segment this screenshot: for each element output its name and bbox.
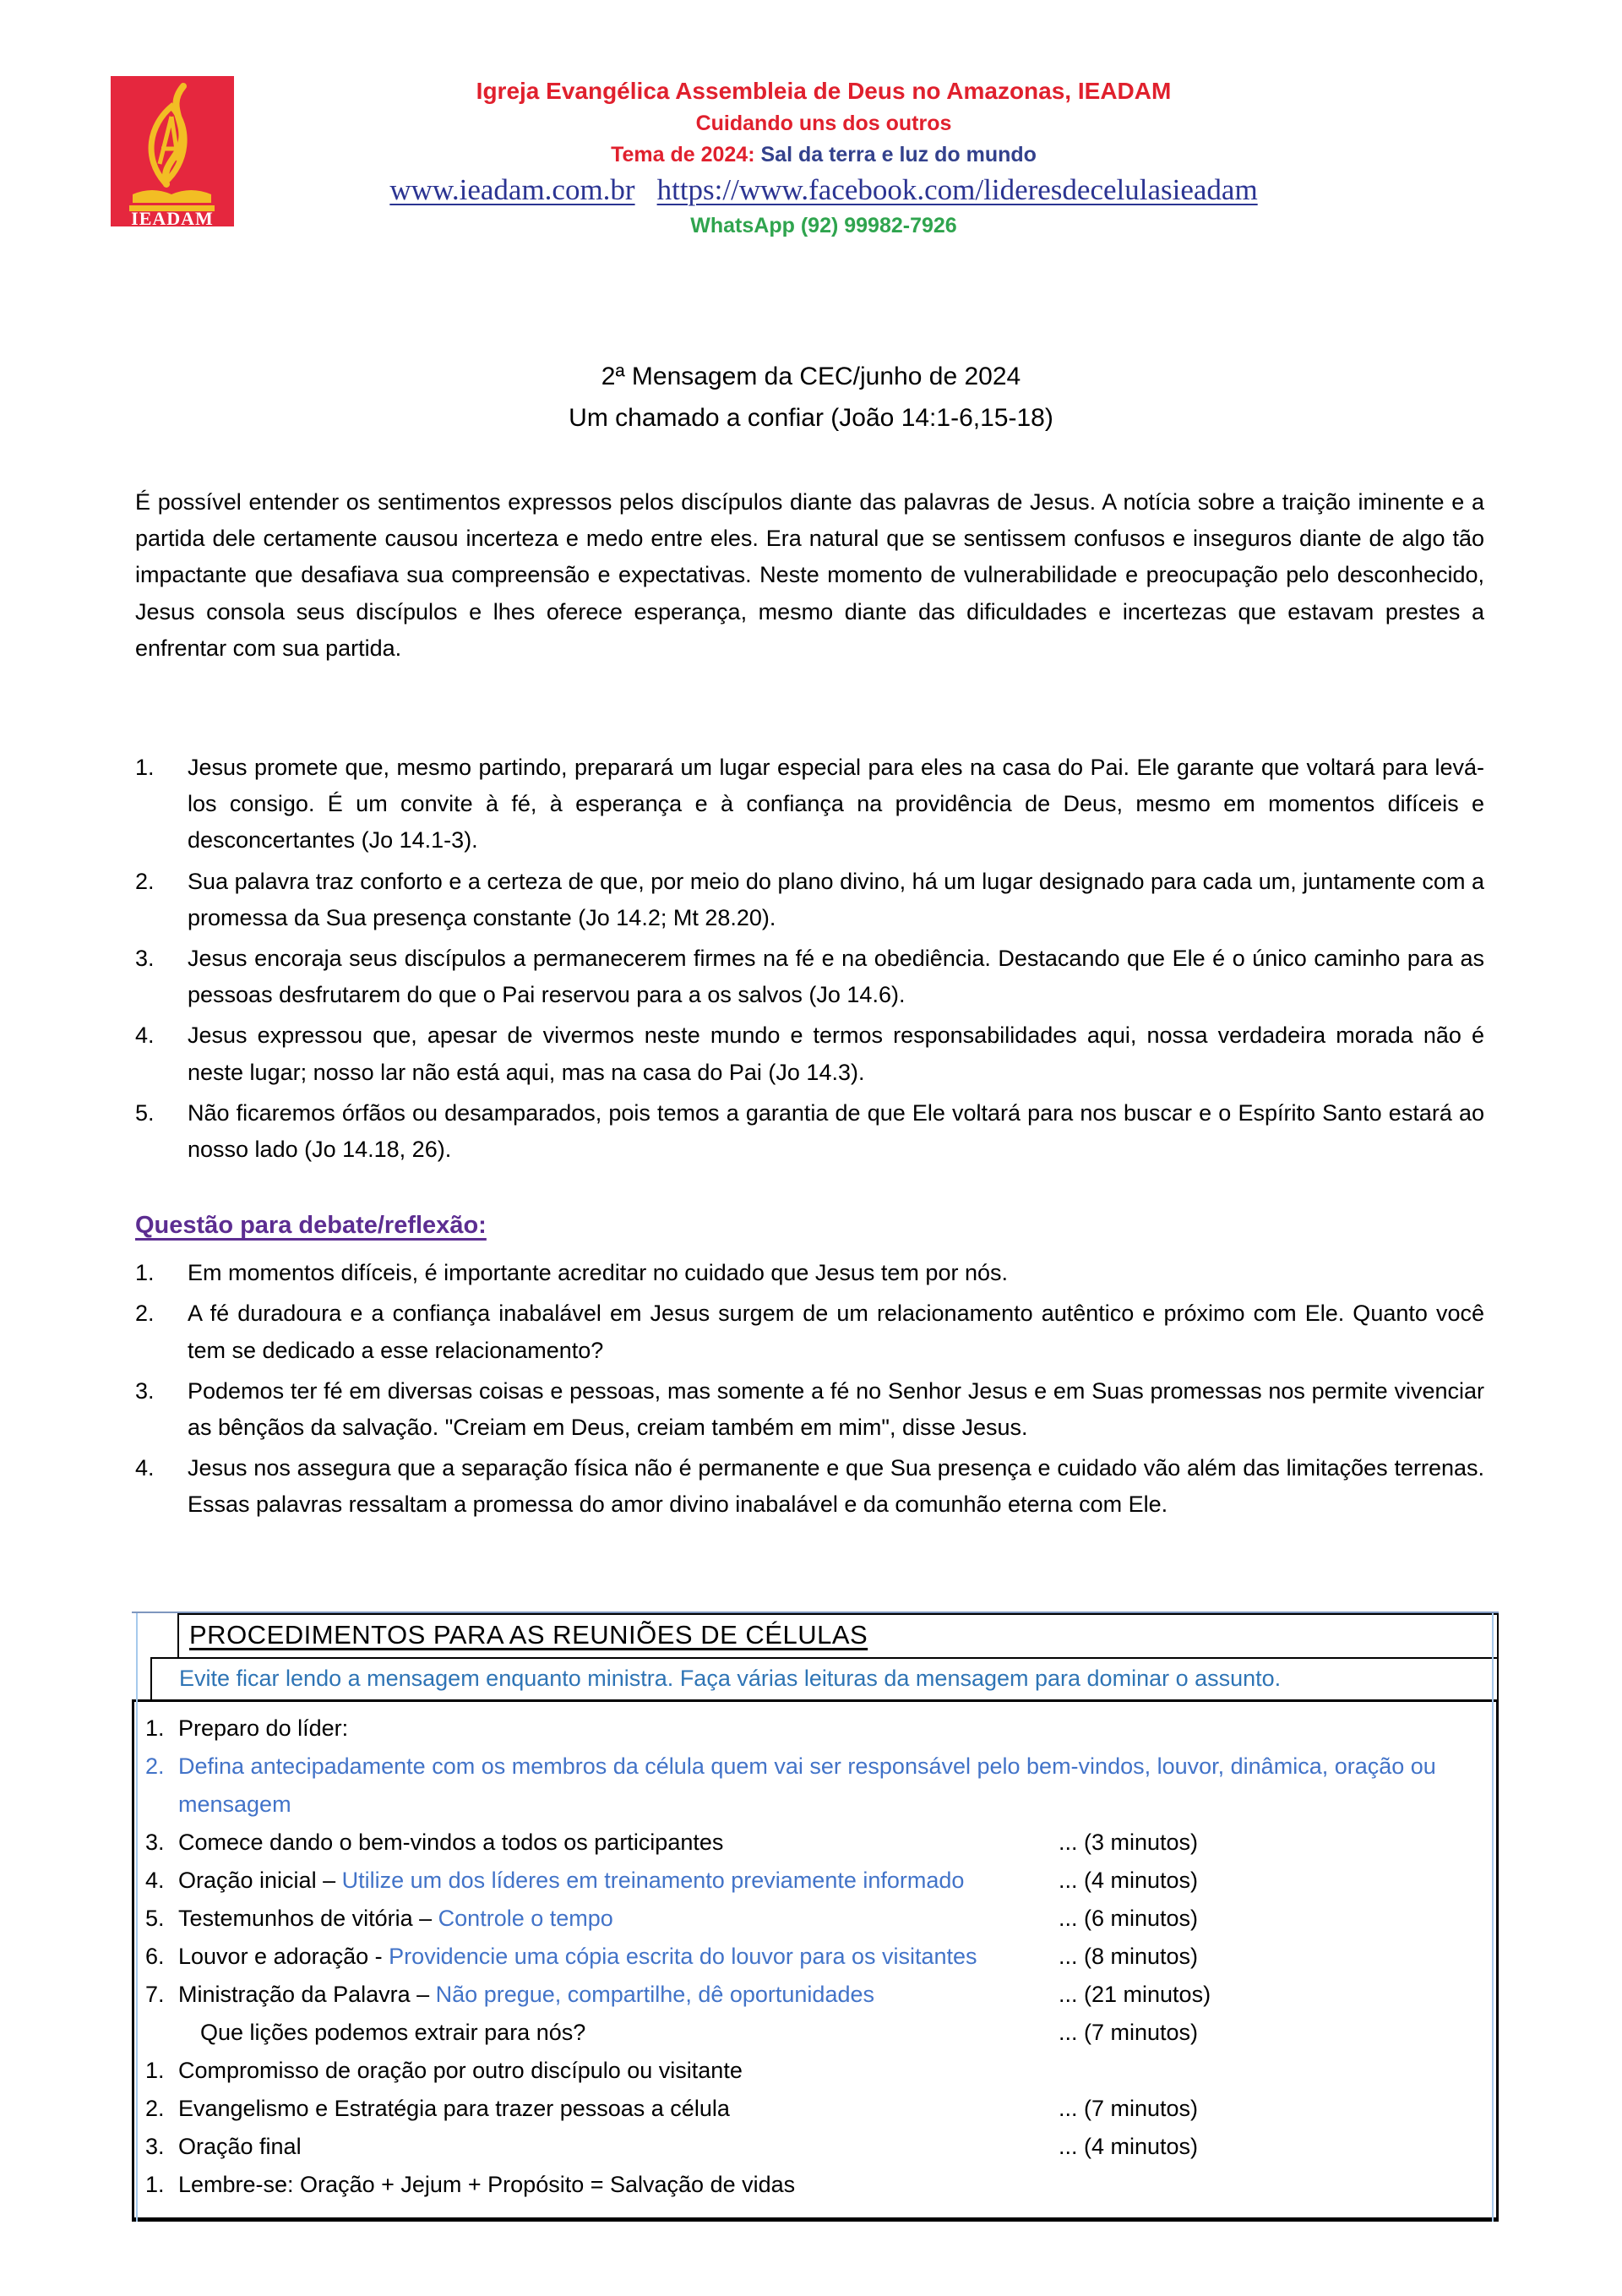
table-left-hairline [136,1613,138,2222]
row-text-segment: Comece dando o bem-vindos a todos os participantes [178,1829,724,1855]
procedures-rows-box [132,1699,1499,2222]
row-text-segment: Testemunhos de vitória – [178,1905,438,1931]
row-text [200,2020,585,2045]
row-number: 4. [145,1867,165,1893]
procedure-row [134,1824,1496,1862]
church-motto: Cuidando uns dos outros [695,112,952,135]
row-text-segment: Oração inicial – [178,1867,342,1893]
item-text: A fé duradoura e a confiança inabalável em Jesus surgem de um relacionamento autêntico e próximo com Ele. Quanto você tem se dedicado a esse relacionamento? [188,1301,1484,1363]
procedures-title-box [177,1613,1499,1659]
item-text: Podemos ter fé em diversas coisas e pessoas, mas somente a fé no Senhor Jesus e em Suas promessas nos permite vivenciar as bênçãos da salvação. "Creiam em Deus, creiam também em mim", disse Jesus. [188,1377,1484,1441]
procedure-row [134,2014,1496,2052]
row-text [178,1906,613,1931]
row-text [178,1753,1436,1817]
procedures-notice: Evite ficar lendo a mensagem enquanto ministra. Faça várias leituras da mensagem para dominar o assunto. [179,1665,1282,1691]
whatsapp-label: WhatsApp [690,214,795,237]
procedure-row [134,1748,1496,1824]
website-link[interactable]: www.ieadam.com.br [389,173,635,206]
row-text [178,1830,723,1855]
debate-item [135,1450,1484,1523]
procedure-row [134,1862,1496,1900]
item-text: Em momentos difíceis, é importante acreditar no cuidado que Jesus tem por nós. [188,1260,1008,1286]
row-minutes: ... (7 minutos) [1059,2019,1199,2045]
theme-label: Tema de 2024: [611,143,755,166]
procedure-row [134,2166,1496,2204]
row-text [178,2172,795,2197]
whatsapp-number: (92) 99982-7926 [800,214,957,237]
message-point [135,864,1484,936]
document-body [135,484,1484,1524]
row-number: 5. [145,1905,165,1931]
item-number: 5. [135,1099,155,1126]
row-minutes: ... (8 minutos) [1059,1943,1199,1969]
message-title-line2: Um chamado a confiar (João 14:1-6,15-18) [569,404,1053,432]
item-number: 3. [135,1377,155,1404]
letterhead [0,74,1622,256]
item-text: Jesus encoraja seus discípulos a permanecerem firmes na fé e na obediência. Destacando que Ele é o único caminho para as pessoas desfrutarem do que o Pai reservou para a os salvos (Jo 14.6). [188,946,1484,1008]
whatsapp-line [135,210,1512,242]
message-point [135,941,1484,1013]
item-number: 4. [135,1023,155,1049]
row-text-blue-segment: Providencie uma cópia escrita do louvor para os visitantes [389,1943,977,1969]
row-text [178,1868,964,1893]
row-number: 2. [145,1753,165,1779]
row-text [178,1982,874,2007]
theme-line [135,139,1512,171]
svg-text:IEADAM: IEADAM [131,208,214,226]
row-number: 1. [145,2057,165,2083]
row-text-blue-segment: Não pregue, compartilhe, dê oportunidades [435,1981,874,2007]
message-points [135,750,1484,1168]
item-text: Jesus promete que, mesmo partindo, preparará um lugar especial para eles na casa do Pai. Ele garante que voltará para levá-los consigo. É um convite à fé, à esperança e à confiança na providência de Deus, mesmo em momentos difíceis e desconcertantes (Jo 14.1-3). [188,755,1484,854]
procedure-row [134,1900,1496,1938]
item-number: 3. [135,946,155,972]
row-minutes: ... (7 minutos) [1059,2095,1199,2121]
debate-section [135,1212,1484,1523]
row-minutes: ... (3 minutos) [1059,1829,1199,1855]
procedure-row [134,2128,1496,2166]
row-minutes: ... (4 minutos) [1059,2133,1199,2159]
row-minutes: ... (6 minutos) [1059,1905,1199,1931]
row-text-segment: Preparo do líder: [178,1715,349,1741]
row-text-segment: Evangelismo e Estratégia para trazer pessoas a célula [178,2095,730,2121]
row-minutes: ... (4 minutos) [1059,1867,1199,1893]
message-point [135,1095,1484,1168]
theme-value: Sal da terra e luz do mundo [760,143,1037,166]
procedure-row [134,1976,1496,2014]
procedures-title: PROCEDIMENTOS PARA AS REUNIÕES DE CÉLULAS [189,1619,868,1650]
procedure-row [134,1938,1496,1976]
row-text-blue-segment: Defina antecipadamente com os membros da célula quem vai ser responsável pelo bem-vindos, louvor, dinâmica, oração ou mensagem [178,1753,1436,1817]
procedures-notice-box [150,1657,1499,1701]
row-number: 7. [145,1981,165,2007]
item-text: Jesus nos assegura que a separação física não é permanente e que Sua presença e cuidado vão além das limitações terrenas. Essas palavras ressaltam a promessa do amor divino inabalável e da comunhão eterna com Ele. [188,1455,1484,1518]
procedure-row [134,2090,1496,2128]
debate-item [135,1373,1484,1446]
row-text-segment: Oração final [178,2133,302,2159]
item-text: Sua palavra traz conforto e a certeza de que, por meio do plano divino, há um lugar designado para cada um, juntamente com a promessa da Sua presença constante (Jo 14.2; Mt 28.20). [188,868,1484,930]
row-text [178,2058,743,2083]
procedure-row [134,2052,1496,2090]
item-text: Não ficaremos órfãos ou desamparados, pois temos a garantia de que Ele voltará para nos buscar e o Espírito Santo estará ao nosso lado (Jo 14.18, 26). [188,1099,1484,1163]
row-text-segment: Lembre-se: Oração + Jejum + Propósito = Salvação de vidas [178,2171,796,2197]
row-number: 3. [145,1829,165,1855]
table-right-hairline [1492,1613,1494,2222]
row-number: 3. [145,2133,165,2159]
row-number: 2. [145,2095,165,2121]
letterhead-text [135,74,1512,242]
debate-item [135,1255,1484,1291]
item-number: 1. [135,1260,155,1286]
row-text-segment: Louvor e adoração - [178,1943,389,1969]
row-text [178,1715,348,1741]
row-number: 1. [145,1715,165,1741]
debate-items [135,1255,1484,1523]
row-text-blue-segment: Utilize um dos líderes em treinamento previamente informado [341,1867,965,1893]
item-number: 1. [135,755,155,781]
row-text-segment: Ministração da Palavra – [178,1981,436,2007]
message-title-line1: 2ª Mensagem da CEC/junho de 2024 [601,363,1021,390]
message-point [135,750,1484,859]
row-text [178,1944,977,1969]
procedures-table [132,1612,1499,2222]
facebook-link[interactable]: https://www.facebook.com/lideresdecelulasieadam [656,173,1258,206]
intro-paragraph: É possível entender os sentimentos expressos pelos discípulos diante das palavras de Jesus. A notícia sobre a traição iminente e a partida dele certamente causou incerteza e medo entre eles. Era natural que se sentissem confusos e inseguros diante de algo tão impactante que desafiava sua compreensão e expectativas. Neste momento de vulnerabilidade e preocupação pelo desconhecido, Jesus consola seus discípulos e lhes oferece esperança, mesmo diante das dificuldades e incertezas que estavam prestes a enfrentar com sua partida. [135,489,1484,661]
row-number: 6. [145,1943,165,1969]
row-number: 1. [145,2171,165,2197]
message-point [135,1017,1484,1090]
debate-heading: Questão para debate/reflexão: [135,1212,487,1240]
row-text-segment: Que lições podemos extrair para nós? [200,2019,586,2045]
procedure-row [134,1710,1496,1748]
church-name: Igreja Evangélica Assembleia de Deus no Amazonas, IEADAM [476,78,1172,104]
item-number: 2. [135,1301,155,1327]
message-title [0,356,1622,439]
item-text: Jesus expressou que, apesar de vivermos neste mundo e termos responsabilidades aqui, nossa verdadeira morada não é neste lugar; nosso lar não está aqui, mas na casa do Pai (Jo 14.3). [188,1023,1484,1085]
item-number: 4. [135,1455,155,1481]
debate-item [135,1295,1484,1368]
item-number: 2. [135,868,155,894]
row-text [178,2134,302,2159]
row-text [178,2096,730,2121]
row-text-blue-segment: Controle o tempo [438,1905,613,1931]
row-minutes: ... (21 minutos) [1059,1981,1211,2007]
row-text-segment: Compromisso de oração por outro discípulo ou visitante [178,2057,743,2083]
links-line [135,171,1512,210]
